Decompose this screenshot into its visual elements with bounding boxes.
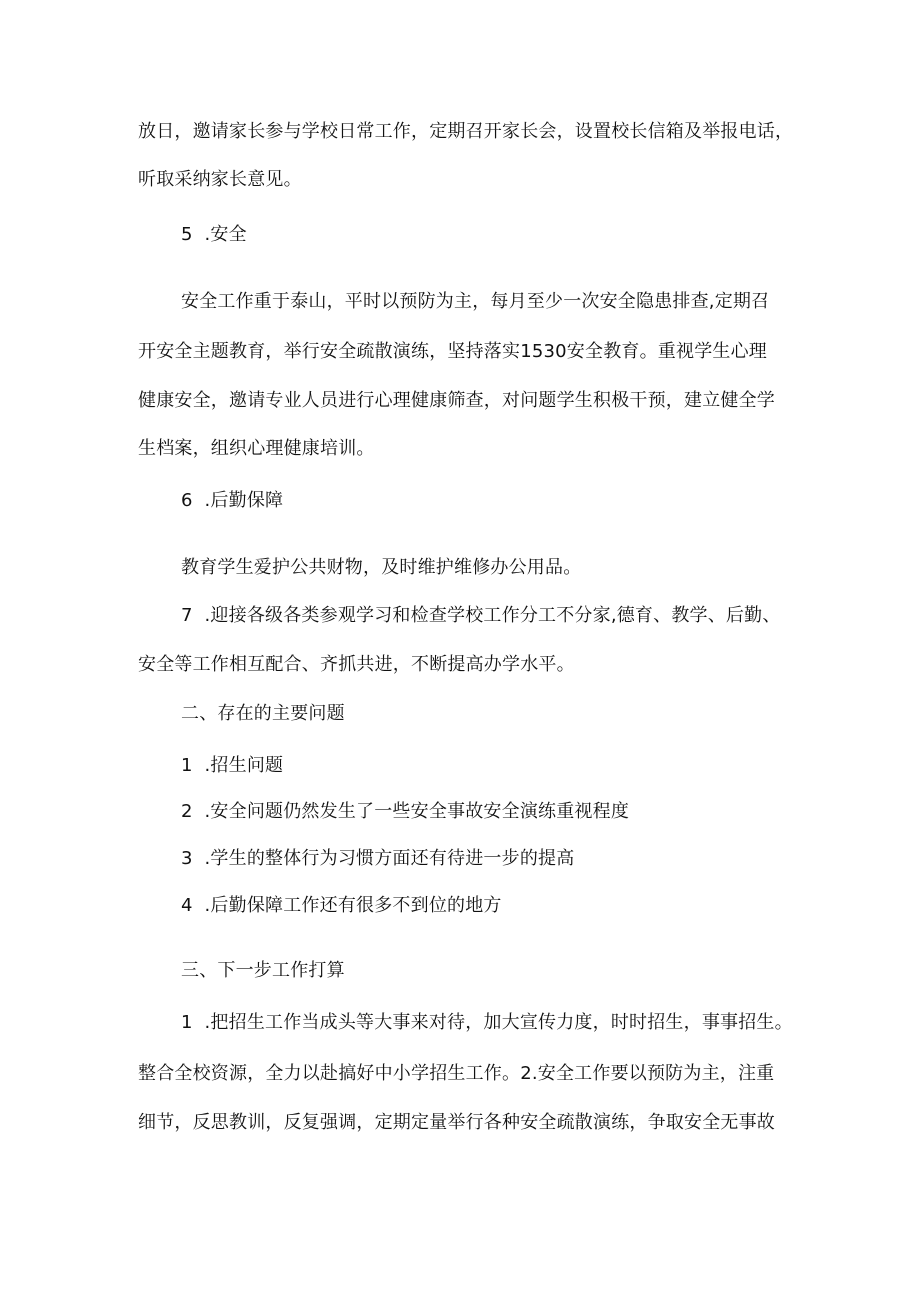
list-item: 4 .后勤保障工作还有很多不到位的地方 (181, 895, 502, 916)
paragraph-line: 放日，邀请家长参与学校日常工作，定期召开家长会，设置校长信箱及举报电话， (138, 121, 794, 142)
list-item: 2 .安全问题仍然发生了一些安全事故安全演练重视程度 (181, 801, 630, 822)
paragraph-line: 1 .把招生工作当成头等大事来对待，加大宣传力度，时时招生，事事招生。 (181, 1012, 793, 1033)
section-heading-safety: 5 .安全 (181, 224, 247, 245)
paragraph-line: 健康安全，邀请专业人员进行心理健康筛查，对问题学生积极干预，建立健全学 (138, 390, 775, 411)
paragraph-line: 安全工作重于泰山，平时以预防为主，每月至少一次安全隐患排查,定期召 (181, 291, 770, 312)
paragraph-line: 听取采纳家长意见。 (138, 169, 302, 190)
section-heading-inspection: 7 .迎接各级各类参观学习和检查学校工作分工不分家,德育、教学、后勤、 (181, 605, 781, 626)
list-item: 1 .招生问题 (181, 755, 284, 776)
section-heading-problems: 二、存在的主要问题 (181, 703, 345, 724)
paragraph-line: 安全等工作相互配合、齐抓共进，不断提高办学水平。 (138, 654, 575, 675)
paragraph-line: 开安全主题教育，举行安全疏散演练，坚持落实1530安全教育。重视学生心理 (138, 341, 768, 362)
paragraph-line: 生档案，组织心理健康培训。 (138, 438, 375, 459)
paragraph-line: 整合全校资源，全力以赴搞好中小学招生工作。2.安全工作要以预防为主，注重 (138, 1063, 775, 1084)
section-heading-logistics: 6 .后勤保障 (181, 490, 284, 511)
section-heading-next-steps: 三、下一步工作打算 (181, 960, 345, 981)
paragraph-line: 细节，反思教训，反复强调，定期定量举行各种安全疏散演练，争取安全无事故 (138, 1112, 775, 1133)
paragraph-line: 教育学生爱护公共财物，及时维护维修办公用品。 (181, 557, 582, 578)
list-item: 3 .学生的整体行为习惯方面还有待进一步的提高 (181, 848, 575, 869)
